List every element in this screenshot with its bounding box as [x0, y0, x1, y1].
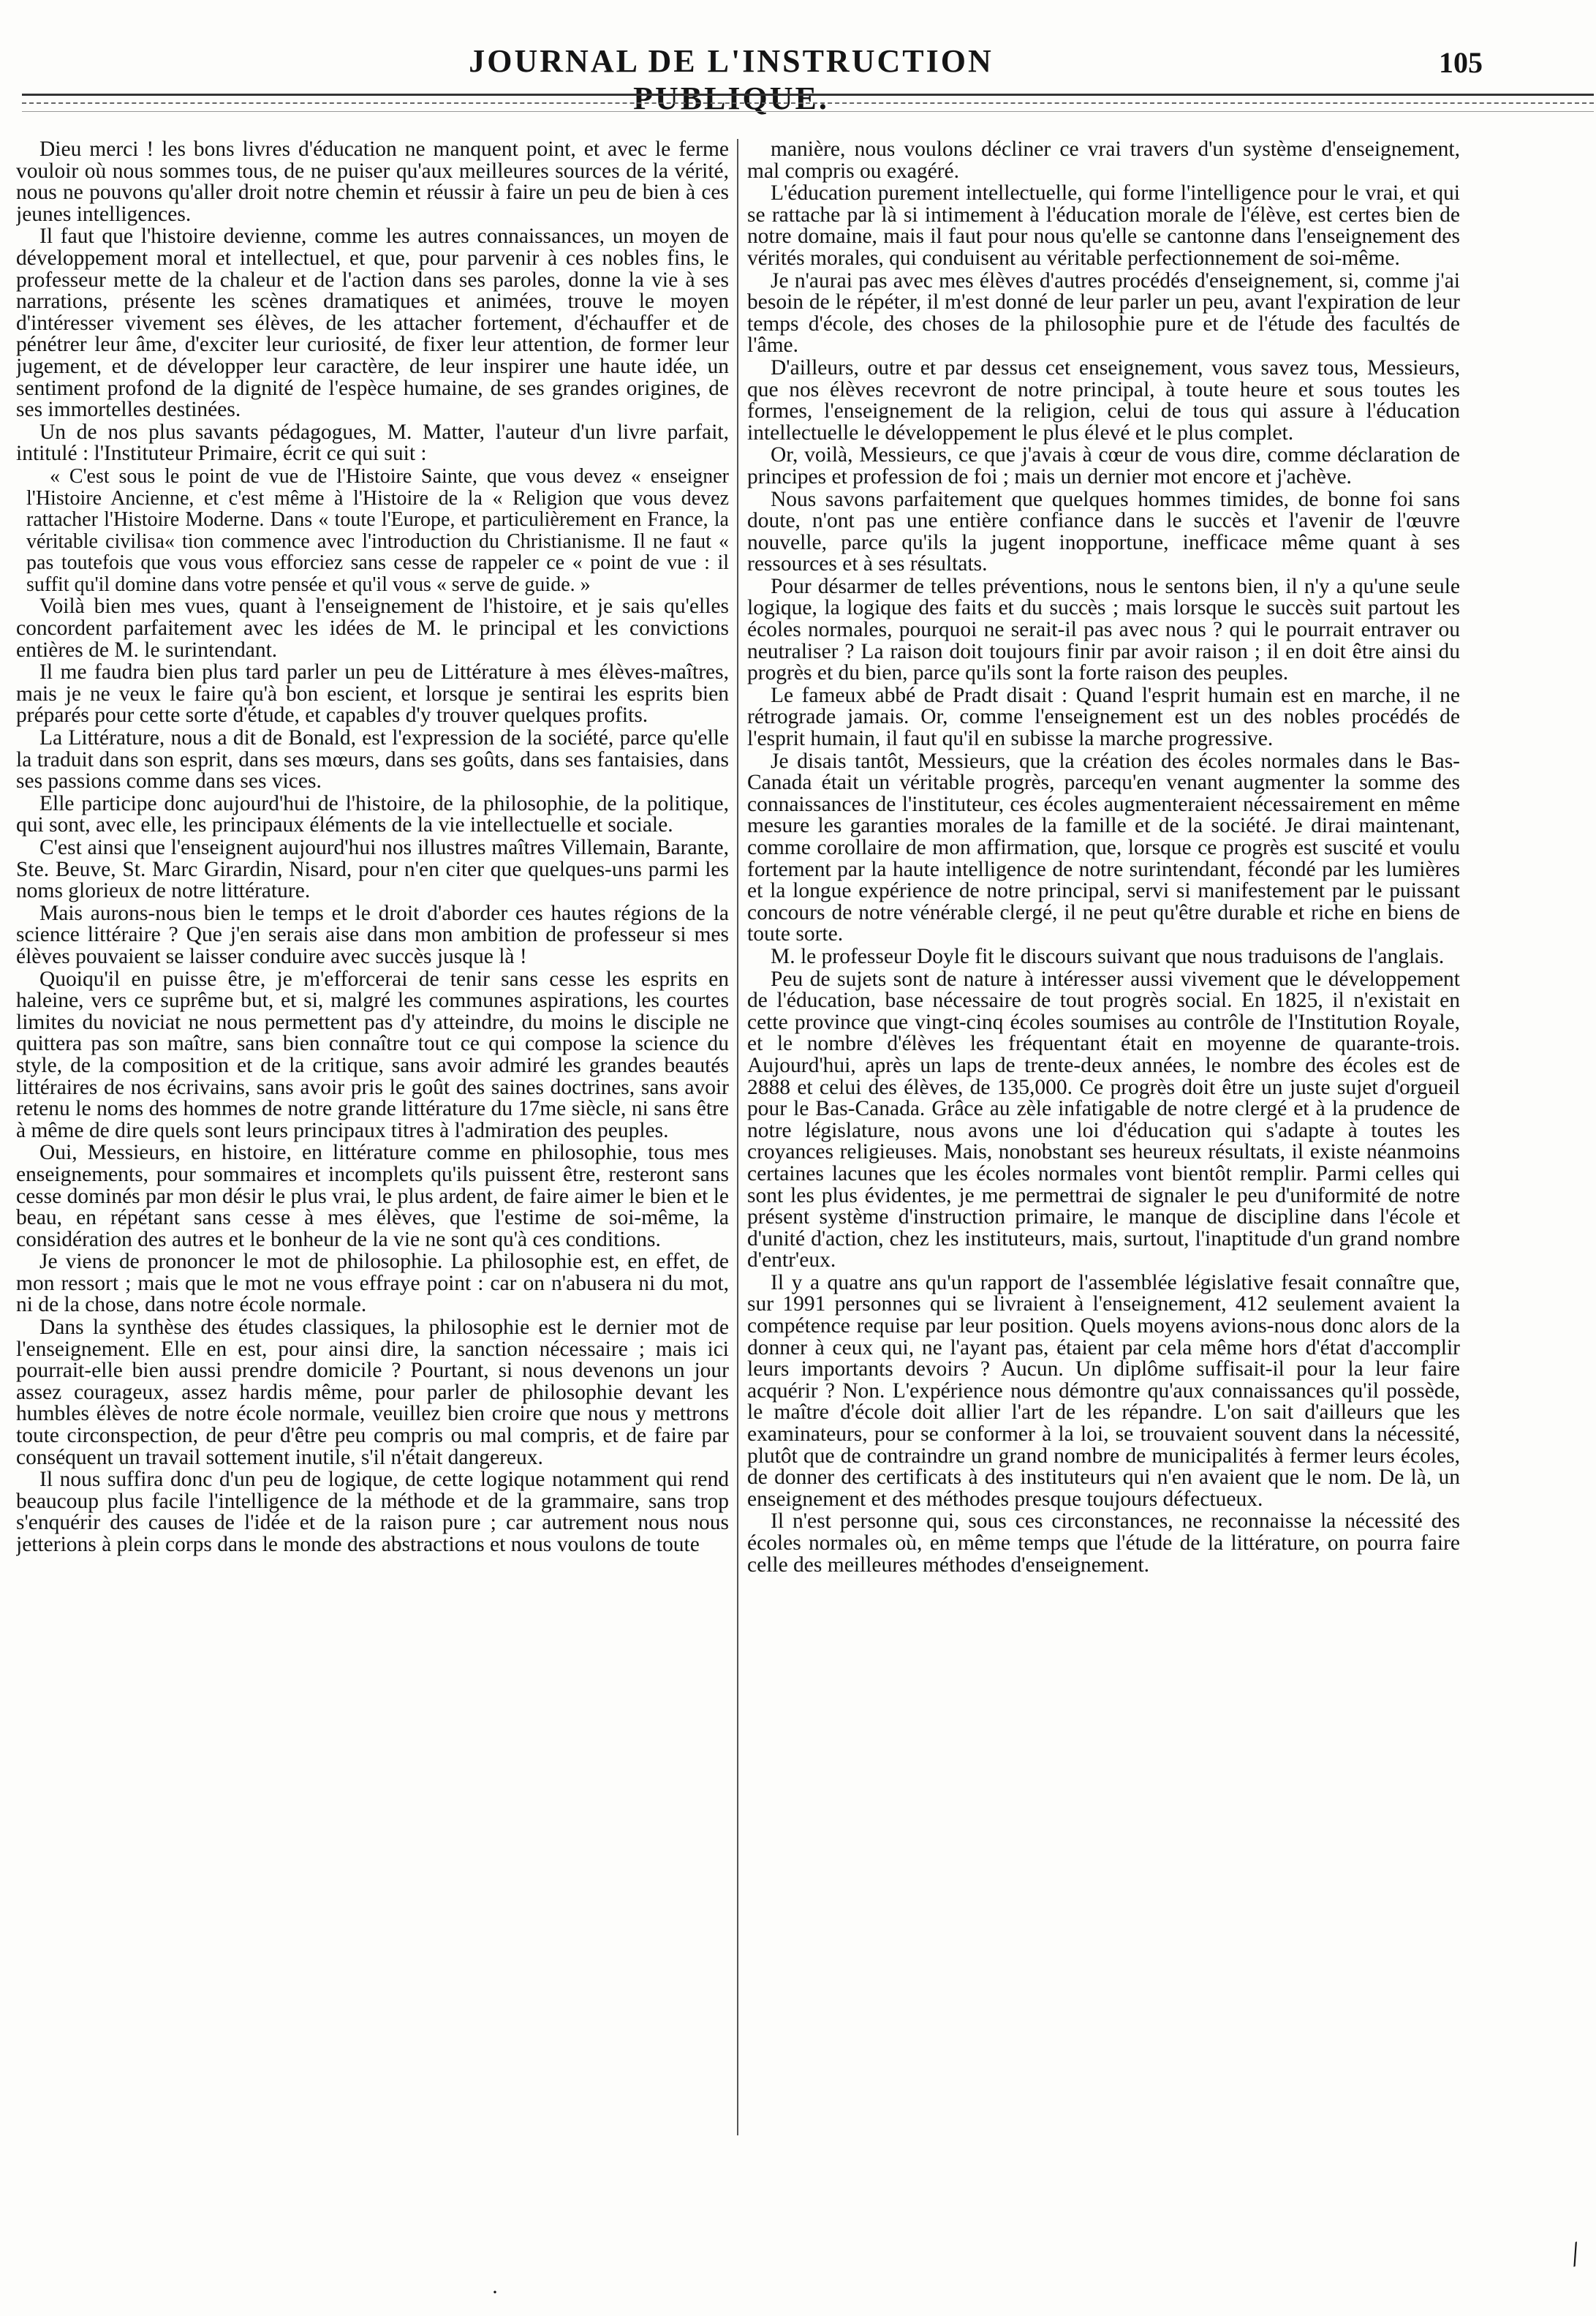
print-blemish: ·	[491, 2280, 499, 2304]
paragraph: Elle participe donc aujourd'hui de l'histoire, de la philosophie, de la politique, qui sont, avec elle, les principaux éléments de la vie intellectuelle et sociale.	[16, 791, 729, 837]
header-rule	[22, 94, 1594, 96]
paragraph: Je viens de prononcer le mot de philosophie. La philosophie est, en effet, de mon ressort ; mais que le mot ne vous effraye point : car on n'abusera ni du mot, ni de la chose, dans notre école normale.	[16, 1250, 729, 1317]
paragraph: Dieu merci ! les bons livres d'éducation ne manquent point, et avec le ferme vouloir où nous sommes tous, de ne puiser qu'aux meilleures sources de la vérité, nous ne pouvons qu'aller droit notre chemin et réussir à faire un peu de bien à ces jeunes intelligences.	[16, 139, 729, 226]
running-title: JOURNAL DE L'INSTRUCTION PUBLIQUE.	[469, 43, 994, 116]
paragraph: Pour désarmer de telles préventions, nous le sentons bien, il n'y a qu'une seule logique, la logique des faits et du succès ; mais lorsque le succès suit partout les écoles normales, pourquoi ne serait-il pas avec nous ? qui le pourrait entraver ou neutraliser ? La raison doit toujours finir par avoir raison ; il en doit être ainsi du progrès et du bien, parce qu'ils sont la forte raison des peuples.	[747, 574, 1460, 685]
right-column	[747, 139, 1460, 2187]
paragraph: La Littérature, nous a dit de Bonald, est l'expression de la société, parce qu'elle la traduit dans son esprit, dans ses mœurs, dans ses goûts, dans ses fantaisies, dans ses passions comme dans ses vices.	[16, 726, 729, 793]
paragraph: Peu de sujets sont de nature à intéresser aussi vivement que le développement de l'éducation, base nécessaire de tout progrès social. En 1825, il n'existait en cette province que vingt-cinq écoles soumises au contrôle de l'Institution Royale, et le nombre d'élèves les fréquentant était en moyenne de quarante-trois. Aujourd'hui, après un laps de trente-deux années, le nombre des écoles est de 2888 et celui des élèves, de 135,000. Ce progrès doit être un juste sujet d'orgueil pour le Bas-Canada. Grâce au zèle infatigable de notre clergé et à la prudence de notre législature, nous avons une loi d'éducation qui s'adapte à toutes les croyances religieuses. Mais, nonobstant ses heureux résultats, il existe néanmoins certaines lacunes que les écoles normales vont bientôt remplir. Parmi celles qui sont les plus évidentes, je me permettrai de signaler le peu d'uniformité de notre présent système d'instruction primaire, le manque de discipline dans l'école et d'unité d'action, chez les instituteurs, mais, surtout, l'inaptitude d'un grand nombre d'entr'eux.	[747, 967, 1460, 1272]
column-divider	[737, 139, 738, 2135]
paragraph: Le fameux abbé de Pradt disait : Quand l'esprit humain est en marche, il ne rétrograde jamais. Or, comme l'enseignement est un des nobles procédés de l'esprit humain, il faut qu'il en subisse la marche progressive.	[747, 683, 1460, 751]
paragraph: Il nous suffira donc d'un peu de logique, de cette logique notamment qui rend beaucoup plus facile l'intelligence de la méthode et de la grammaire, sans trop s'enquérir des causes de l'idée et de la raison pure ; car autrement nous nous jetterions à plein corps dans le monde des abstractions et nous voulons de toute	[16, 1468, 729, 1556]
header-rule-thin	[22, 111, 1594, 112]
paragraph: manière, nous voulons décliner ce vrai travers d'un système d'enseignement, mal compris ou exagéré.	[747, 139, 1460, 183]
paragraph: Un de nos plus savants pédagogues, M. Matter, l'auteur d'un livre parfait, intitulé : l'Instituteur Primaire, écrit ce qui suit :	[16, 420, 729, 466]
header-rule-dashed	[22, 102, 1594, 104]
paragraph: Je disais tantôt, Messieurs, que la création des écoles normales dans le Bas-Canada était un véritable progrès, parcequ'en venant augmenter la somme des connaissances de l'instituteur, ces écoles augmenteraient nécessairement en même mesure les garanties morales de la famille et de la société. Je dirai maintenant, comme corollaire de mon affirmation, que, lorsque ce progrès est suscité et voulu fortement par la haute intelligence de notre surintendant, fécondé par les lumières et la longue expérience de notre principal, servi si manifestement par le puissant concours de notre vénérable clergé, il ne peut qu'être durable et riche en biens de toute sorte.	[747, 749, 1460, 946]
paragraph: L'éducation purement intellectuelle, qui forme l'intelligence pour le vrai, et qui se rattache par là si intimement à l'éducation morale de l'élève, est certes bien de notre domaine, mais il faut pour nous qu'elle se cantonne dans l'enseignement des vérités morales, qui conduisent au véritable perfectionnement de soi-même.	[747, 181, 1460, 270]
paragraph: Quoiqu'il en puisse être, je m'efforcerai de tenir sans cesse les esprits en haleine, vers ce suprême but, et si, malgré les communes aspirations, les courtes limites du noviciat ne nous permettent pas d'y atteindre, du moins le disciple ne quittera pas son maître, sans bien connaître tout ce qui compose la science du style, de la composition et de la critique, sans avoir admiré les grandes beautés littéraires de nos écrivains, sans avoir pris le goût des saines doctrines, sans avoir retenu le noms des hommes de notre grande littérature du 17me siècle, ni sans être à même de dire quels sont leurs principaux titres à l'admiration des peuples.	[16, 967, 729, 1142]
paragraph: Dans la synthèse des études classiques, la philosophie est le dernier mot de l'enseignement. Elle en est, pour ainsi dire, la sanction nécessaire ; mais ici pourrait-elle bien aussi prendre domicile ? Pourtant, si nous devenons un jour assez courageux, assez hardis même, pour parler de philosophie devant les humbles élèves de notre école normale, veuillez bien croire que nous y mettrons toute circonspection, de peur d'être peu compris ou mal compris, et de faire par conséquent un travail sottement inutile, s'il n'était dangereux.	[16, 1316, 729, 1469]
paragraph: Oui, Messieurs, en histoire, en littérature comme en philosophie, tous mes enseignements, pour sommaires et incomplets qu'ils puissent être, resteront sans cesse dominés par mon désir le plus vrai, le plus ardent, de faire aimer le bien et le beau, en répétant sans cesse à mes élèves, que l'estime de soi-même, la considération des autres et le bonheur de la vie ne sont qu'à ces conditions.	[16, 1141, 729, 1251]
paragraph: Je n'aurai pas avec mes élèves d'autres procédés d'enseignement, si, comme j'ai besoin de le répéter, il m'est donné de leur parler un peu, avant l'expiration de leur temps d'école, des choses de la philosophie pure et de l'étude des facultés de l'âme.	[747, 268, 1460, 358]
paragraph: Il n'est personne qui, sous ces circonstances, ne reconnaisse la nécessité des écoles normales où, en même temps que l'étude de la littérature, on pourra faire celle des meilleures méthodes d'enseignement.	[747, 1509, 1460, 1577]
left-column	[16, 139, 729, 2187]
paragraph: Nous savons parfaitement que quelques hommes timides, de bonne foi sans doute, n'ont pas une entière confiance dans le succès et l'avenir de l'œuvre nouvelle, parce qu'ils la jugent inopportune, inefficace même quant à ses ressources et à ses résultats.	[747, 487, 1460, 576]
paragraph: Il y a quatre ans qu'un rapport de l'assemblée législative fesait connaître que, sur 1991 personnes qui se livraient à l'enseignement, 412 seulement avaient la compétence requise par leur position. Quels moyens avions-nous donc alors de la donner à ceux qui, ne l'ayant pas, étaient par cela même hors d'état d'accomplir leurs importants devoirs ? Aucun. Un diplôme suffisait-il pour la leur faire acquérir ? Non. L'expérience nous démontre qu'aux connaissances qu'il possède, le maître d'école doit allier l'art de les répandre. L'on sait d'ailleurs que les examinateurs, pour se conformer à la loi, se trouvaient souvent dans la nécessité, plutôt que de contraindre un grand nombre de municipalités à fermer leurs écoles, de donner des certificats à des instituteurs qui n'en avaient que le nom. De là, un enseignement et des méthodes presque toujours défectueux.	[747, 1270, 1460, 1511]
paragraph: Il me faudra bien plus tard parler un peu de Littérature à mes élèves-maîtres, mais je ne veux le faire qu'à bon escient, et lorsque je sentirai les esprits bien préparés pour cette sorte d'étude, et capables d'y trouver quelques profits.	[16, 660, 729, 728]
paragraph: M. le professeur Doyle fit le discours suivant que nous traduisons de l'anglais.	[771, 944, 1445, 968]
paragraph: Voilà bien mes vues, quant à l'enseignement de l'histoire, et je sais qu'elles concordent parfaitement avec les idées de M. le principal et les convictions entières de M. le surintendant.	[16, 595, 729, 662]
paragraph: Mais aurons-nous bien le temps et le droit d'aborder ces hautes régions de la science littéraire ? Que j'en serais aise dans mon ambition de professeur si mes élèves pouvaient se laisser conduire avec succès jusque là !	[16, 901, 729, 968]
quotation: « C'est sous le point de vue de l'Histoire Sainte, que vous devez « enseigner l'Histoire Ancienne, et c'est même à l'Histoire de la « Religion que vous devez rattacher l'Histoire Moderne. Dans « toute l'Europe, et particulièrement en France, la véritable civilisa« tion commence avec l'introduction du Christianisme. Il ne faut « pas toutefois que vous vous efforciez sans cesse de rappeler ce « point de vue : il suffit qu'il domine dans votre pensée et qu'il vous « serve de guide. »	[26, 464, 729, 596]
paragraph: D'ailleurs, outre et par dessus cet enseignement, vous savez tous, Messieurs, que nos élèves recevront de notre principal, à toute heure et sous toutes les formes, l'enseignement de la religion, celui de tous qui assure à l'éducation intellectuelle le développement le plus élevé et le plus complet.	[747, 355, 1460, 445]
print-blemish: /	[1565, 2234, 1585, 2274]
page-number: 105	[1439, 46, 1483, 79]
paragraph: C'est ainsi que l'enseignent aujourd'hui nos illustres maîtres Villemain, Barante, Ste. Beuve, St. Marc Girardin, Nisard, pour n'en citer que quelques-uns parmi les noms glorieux de notre littérature.	[16, 836, 729, 903]
paragraph: Il faut que l'histoire devienne, comme les autres connaissances, un moyen de développement moral et intellectuel, et que, pour parvenir à ces nobles fins, le professeur mette de la chaleur et de l'action dans ses paroles, donne la vie à ses narrations, présente les scènes dramatiques et animées, trouve le moyen d'intéresser vivement ses élèves, de les attacher fortement, d'échauffer et de pénétrer leur âme, d'exciter leur curiosité, de fixer leur attention, de former leur jugement, et de développer leur caractère, de leur inspirer une haute idée, un sentiment profond de la dignité de l'espèce humaine, de ses grandes origines, de ses immortelles destinées.	[16, 225, 729, 422]
paragraph: Or, voilà, Messieurs, ce que j'avais à cœur de vous dire, comme déclaration de principes et profession de foi ; mais un dernier mot encore et j'achève.	[747, 443, 1460, 489]
